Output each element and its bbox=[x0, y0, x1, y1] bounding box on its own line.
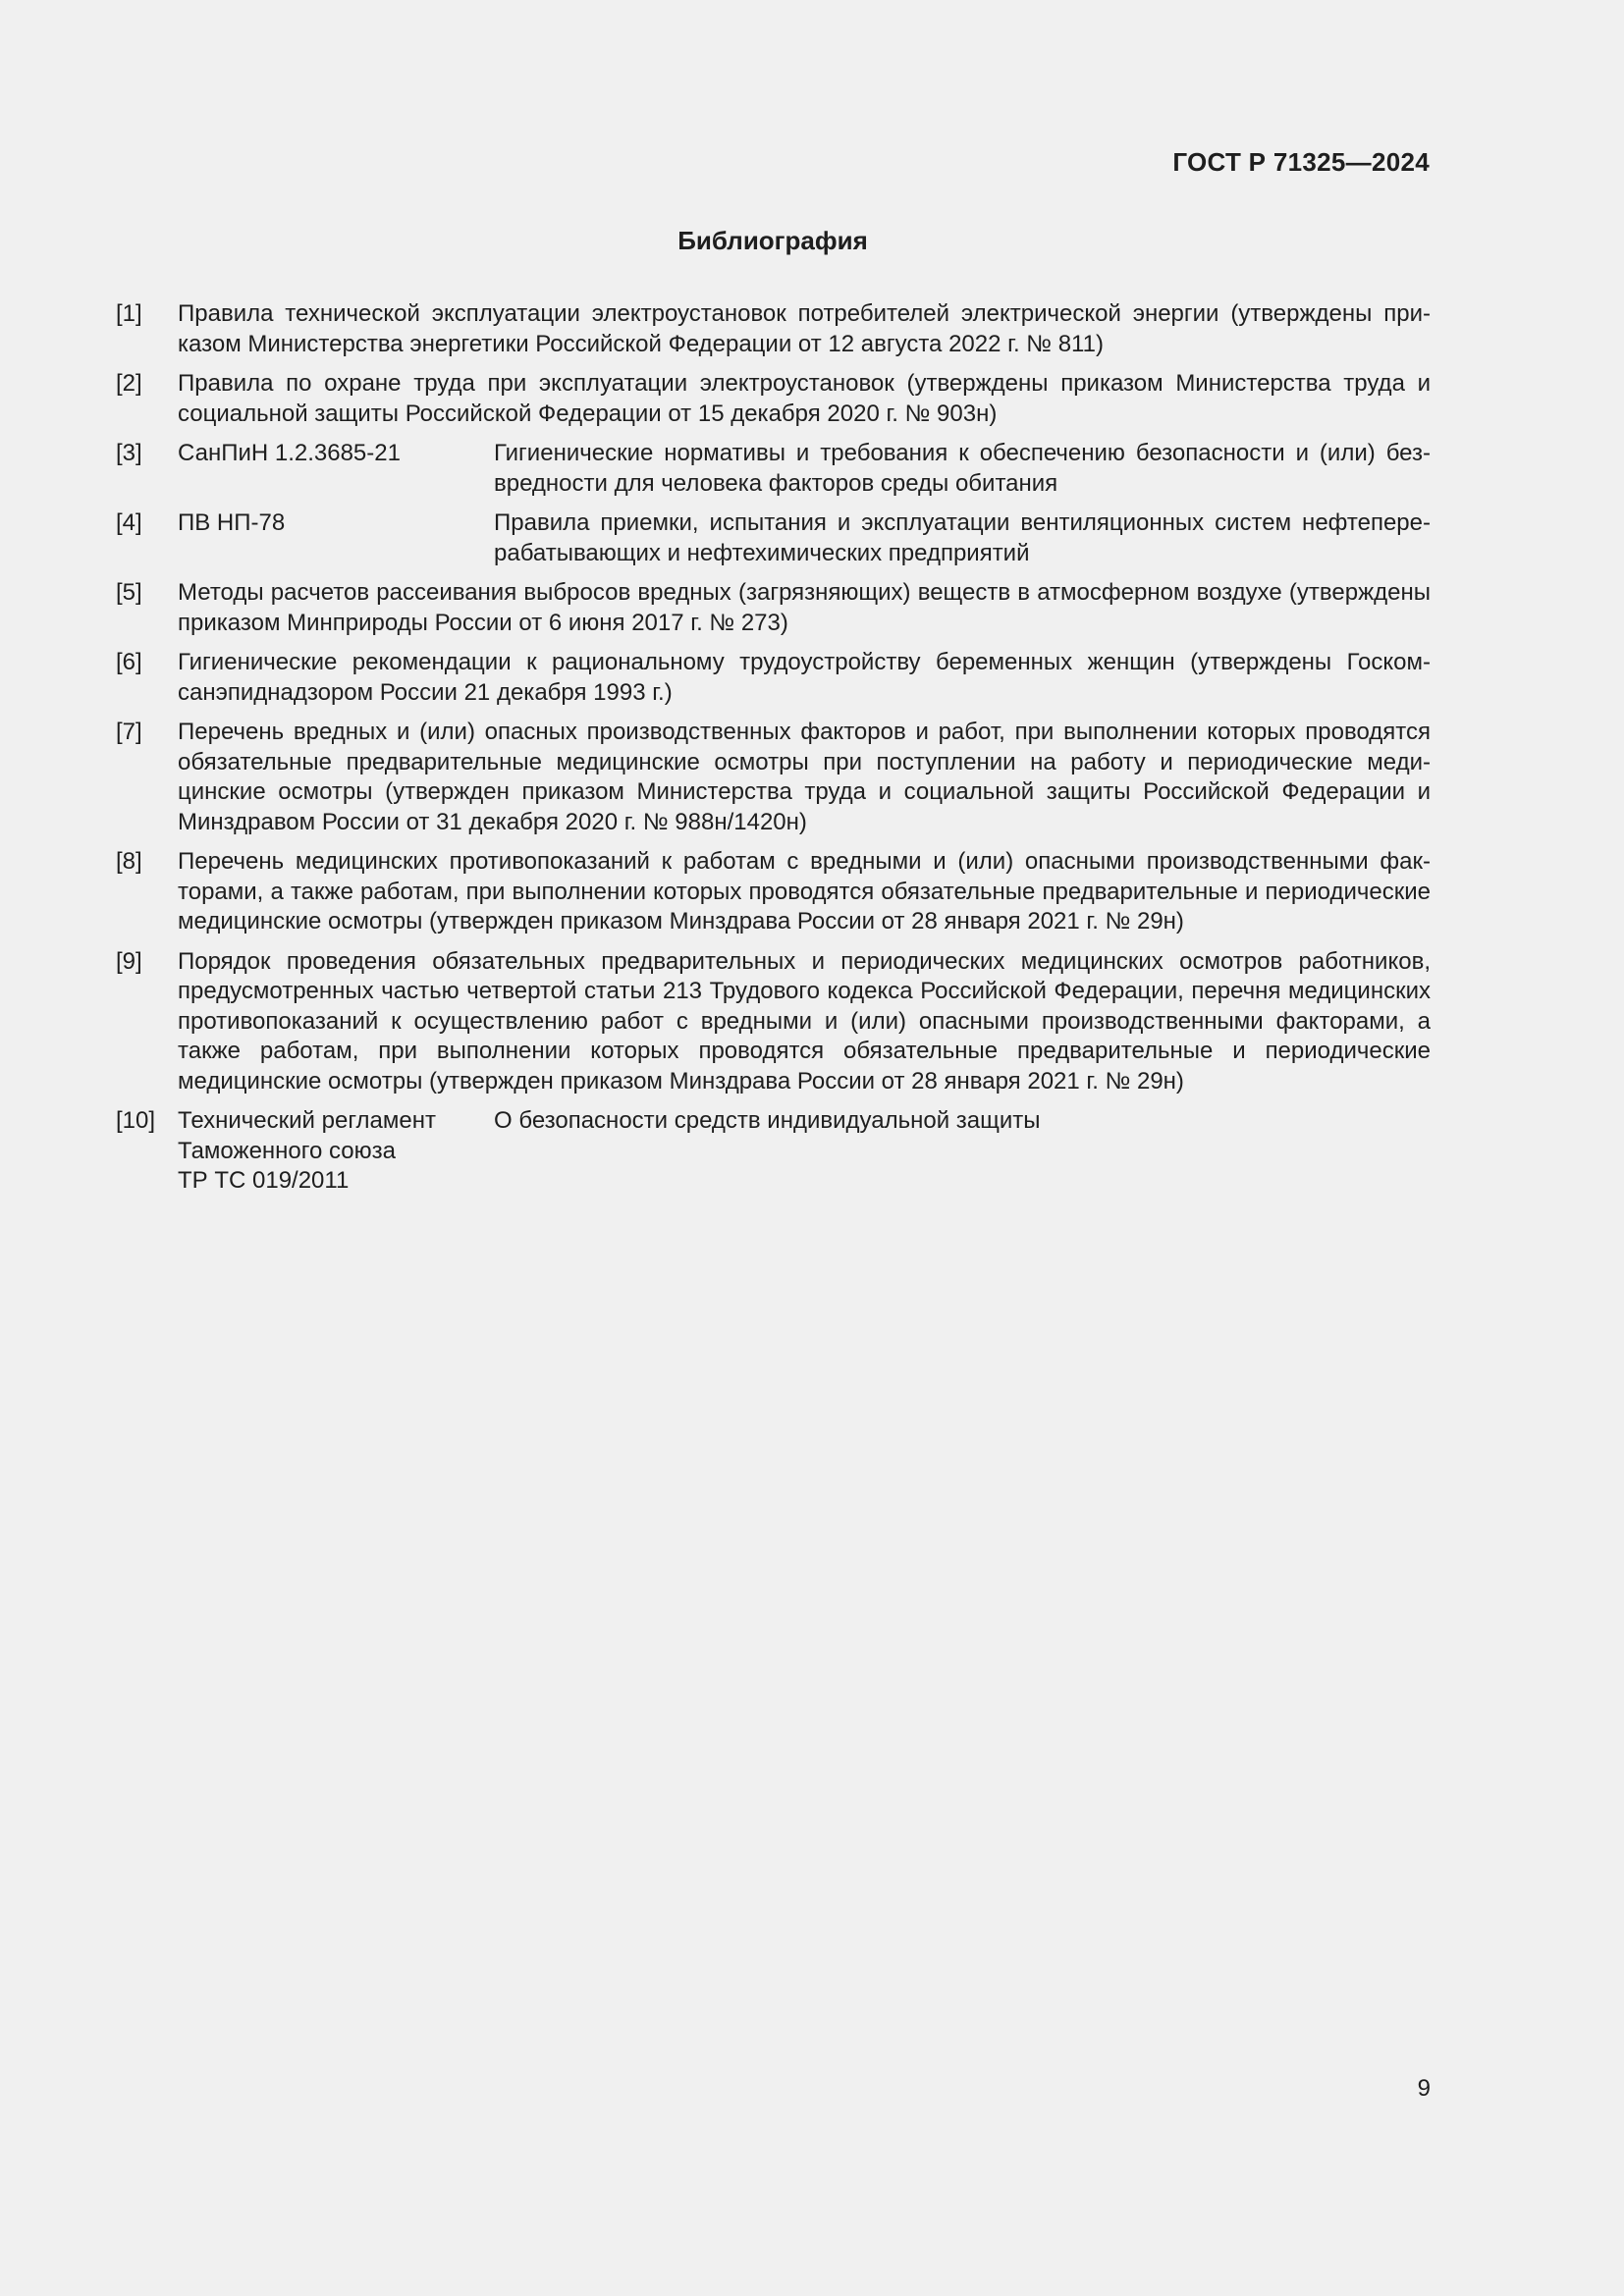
entry-text: Гигиенические рекомендации к рациональному трудоустройству беременных женщин (утверждены Госкомсанэпиднадзором России 21 декабря 1993 г.) bbox=[178, 649, 1431, 706]
bibliography-entry-6 bbox=[116, 648, 1431, 708]
entry-code: Технический регламент Таможенного союза ТР ТС 019/2011 bbox=[178, 1107, 436, 1194]
entry-number: [5] bbox=[116, 579, 142, 606]
section-title: Библиография bbox=[677, 226, 868, 255]
bibliography-entry-8 bbox=[116, 847, 1431, 937]
entry-number: [3] bbox=[116, 440, 142, 466]
entry-text: Методы расчетов рассеивания выбросов вредных (загрязняющих) веществ в атмосферном воздухе (утверждены приказом Минприроды России от 6 июня 2017 г. № 273) bbox=[178, 579, 1431, 636]
entry-number: [8] bbox=[116, 848, 142, 875]
entry-text: Правила приемки, испытания и эксплуатации вентиляционных систем нефтеперерабатывающих и нефтехимических предприятий bbox=[494, 509, 1431, 566]
entry-text: Перечень вредных и (или) опасных производственных факторов и работ, при выполнении которых проводятся обязательные предварительные медицинские осмотры при поступлении на работу и периодические медицинские осмотры (утвержден приказом Министерства труда и социальной защиты Российской Федерации и Минздравом России от 31 декабря 2020 г. № 988н/1420н) bbox=[178, 719, 1431, 835]
bibliography-entry-7 bbox=[116, 718, 1431, 837]
page-number: 9 bbox=[1417, 2075, 1431, 2102]
bibliography-entry-2 bbox=[116, 369, 1431, 429]
entry-number: [9] bbox=[116, 947, 142, 975]
entry-number: [6] bbox=[116, 649, 142, 675]
bibliography-entry-9 bbox=[116, 947, 1431, 1097]
entry-text: Порядок проведения обязательных предварительных и периодических медицинских осмотров работников, предусмотренных частью четвертой статьи 213 Трудового кодекса Российской Федерации, перечня медицинских противопоказаний к осуществлению работ с вредными и (или) опасными производственными факторами, а также работам, при выполнении которых проводятся обязательные предварительные и периодические медицинские осмотры (утвержден приказом Минздрава России от 28 января 2021 г. № 29н) bbox=[178, 947, 1431, 1095]
entry-text: Перечень медицинских противопоказаний к работам с вредными и (или) опасными производственными факторами, а также работам, при выполнении которых проводятся обязательные предварительные и периодические медицинские осмотры (утвержден приказом Минздрава России от 28 января 2021 г. № 29н) bbox=[178, 848, 1431, 934]
bibliography-list bbox=[116, 299, 1431, 1194]
entry-number: [1] bbox=[116, 300, 142, 327]
entry-code: СанПиН 1.2.3685-21 bbox=[178, 440, 401, 466]
entry-text: Правила по охране труда при эксплуатации электроустановок (утверждены приказом Министерства труда и социальной защиты Российской Федерации от 15 декабря 2020 г. № 903н) bbox=[178, 370, 1431, 427]
entry-text: О безопасности средств индивидуальной защиты bbox=[494, 1107, 1041, 1134]
entry-code: ПВ НП-78 bbox=[178, 509, 286, 536]
entry-number: [10] bbox=[116, 1107, 156, 1134]
bibliography-entry-5 bbox=[116, 578, 1431, 638]
document-code: ГОСТ Р 71325—2024 bbox=[1172, 147, 1430, 177]
bibliography-entry-10 bbox=[116, 1106, 1431, 1194]
bibliography-entry-4 bbox=[116, 508, 1431, 568]
entry-text: Гигиенические нормативы и требования к обеспечению безопасности и (или) безвредности для человека факторов среды обитания bbox=[494, 440, 1431, 497]
entry-number: [2] bbox=[116, 370, 142, 397]
bibliography-entry-1 bbox=[116, 299, 1431, 359]
entry-text: Правила технической эксплуатации электроустановок потребителей электрической энергии (утверждены приказом Министерства энергетики Российской Федерации от 12 августа 2022 г. № 811) bbox=[178, 300, 1431, 357]
entry-number: [4] bbox=[116, 509, 142, 536]
entry-number: [7] bbox=[116, 719, 142, 745]
bibliography-entry-3 bbox=[116, 439, 1431, 499]
